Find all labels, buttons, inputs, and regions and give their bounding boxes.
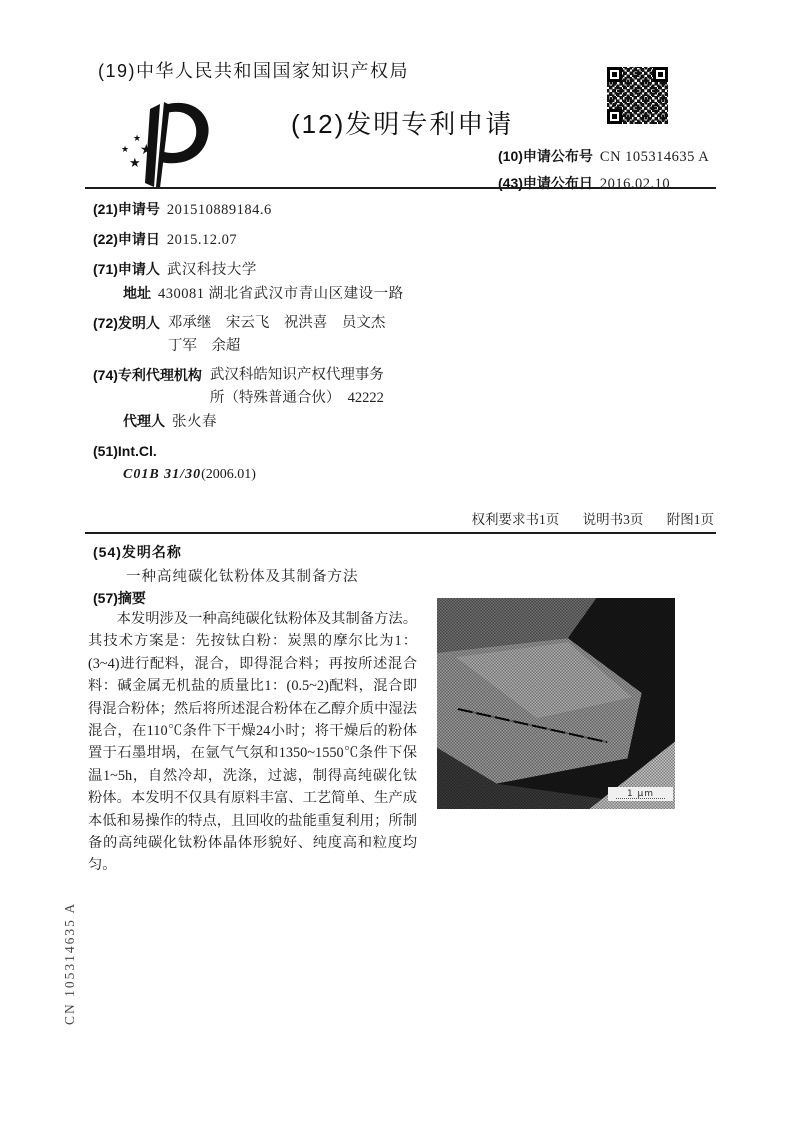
- address-value: 430081 湖北省武汉市青山区建设一路: [158, 286, 404, 302]
- abstract-text: 本发明涉及一种高纯碳化钛粉体及其制备方法。其技术方案是：先按钛白粉：炭黑的摩尔比为1：(3~4)进行配料，混合，即得混合料；再按所述混合料：碱金属无机盐的质量比1：(0.5~2)配料，混合即得混合粉体；然后将所述混合粉体在乙醇介质中湿法混合，在110℃条件下干燥24小时；将干燥后的粉体置于石墨坩埚，在氩气气氛和1350~1550℃条件下保温1~5h，自然冷却，洗涤，过滤，制得高纯碳化钛粉体。本发明不仅具有原料丰富、工艺简单、生产成本低和易操作的特点，且回收的盐能重复利用；所制备的高纯碳化钛粉体晶体形貌好、纯度高和粒度均匀。: [88, 611, 417, 874]
- publication-number-value: CN 105314635 A: [599, 149, 710, 165]
- invention-title-label: (54)发明名称: [93, 544, 182, 560]
- cnipa-logo: [112, 97, 220, 193]
- applicant-row: [93, 258, 445, 306]
- document-type-title: (12)发明专利申请: [291, 109, 514, 139]
- header-divider: [85, 187, 716, 189]
- invention-title-section: [93, 542, 182, 562]
- publication-info: [498, 146, 709, 200]
- inventors-label: (72)发明人: [93, 315, 160, 331]
- agent-label: 代理人: [123, 413, 165, 429]
- qr-finder-icon: [653, 67, 668, 82]
- inventors-value: [168, 312, 386, 358]
- agent-value: 张火春: [172, 414, 217, 430]
- applicant-value: 武汉科技大学: [166, 262, 257, 278]
- scale-bar-label: 1 μm: [626, 789, 655, 799]
- application-date-value: 2015.12.07: [166, 232, 238, 248]
- qr-code: [607, 67, 668, 124]
- int-cl-row: [93, 440, 445, 486]
- application-number-label: (21)申请号: [93, 201, 160, 217]
- application-number-row: [93, 198, 445, 222]
- qr-finder-icon: [607, 67, 622, 82]
- svg-text:★: ★: [148, 124, 158, 136]
- abstract-section-label: [93, 588, 146, 608]
- inventors-line: 邓承继 宋云飞 祝洪喜 员文杰: [167, 315, 386, 331]
- page-counts: [452, 508, 715, 528]
- application-number-value: 201510889184.6: [166, 202, 272, 218]
- claims-pages: 权利要求书1页: [471, 512, 560, 527]
- publication-number-row: [498, 146, 709, 166]
- applicant-label: (71)申请人: [93, 261, 160, 277]
- int-cl-label: (51)Int.Cl.: [93, 443, 157, 459]
- agency-row: [93, 364, 445, 410]
- publication-date-value: 2016.02.10: [599, 176, 671, 192]
- abstract-label: (57)摘要: [93, 590, 146, 606]
- drawings-pages: 附图1页: [666, 512, 714, 527]
- svg-text:★: ★: [121, 144, 130, 154]
- agency-line: 所（特殊普通合伙） 42222: [209, 390, 384, 406]
- bibliographic-data: [93, 198, 445, 492]
- sem-micrograph: [437, 598, 675, 809]
- inventors-line: 丁军 余超: [167, 338, 241, 354]
- int-cl-version: (2006.01): [201, 467, 256, 482]
- svg-text:★: ★: [129, 155, 141, 170]
- agent-row: [93, 410, 445, 434]
- cnipa-logo-graphic: [112, 97, 220, 193]
- invention-title: 一种高纯碳化钛粉体及其制备方法: [126, 569, 359, 585]
- qr-finder-icon: [607, 109, 622, 124]
- address-label: 地址: [123, 285, 151, 301]
- svg-text:★: ★: [133, 133, 142, 143]
- scale-bar: [608, 787, 673, 801]
- office-name: (19)中华人民共和国国家知识产权局: [98, 61, 410, 81]
- svg-text:★: ★: [140, 141, 153, 157]
- inventors-row: [93, 312, 445, 358]
- publication-date-row: [498, 173, 709, 193]
- application-date-label: (22)申请日: [93, 231, 160, 247]
- agency-block: [93, 364, 445, 434]
- int-cl-value: [93, 463, 445, 486]
- application-date-row: [93, 228, 445, 252]
- sidebar-doc-number: CN 105314635 A: [62, 901, 77, 1025]
- int-cl-class: C01B 31/30: [123, 467, 202, 482]
- publication-date-label: (43)申请公布日: [498, 175, 593, 191]
- section-divider: [85, 532, 716, 534]
- agency-line: 武汉科皓知识产权代理事务: [209, 367, 384, 383]
- description-pages: 说明书3页: [582, 512, 644, 527]
- publication-number-label: (10)申请公布号: [498, 148, 593, 164]
- agency-value: [210, 364, 384, 410]
- agency-label: (74)专利代理机构: [93, 367, 202, 383]
- address-row: [93, 282, 445, 306]
